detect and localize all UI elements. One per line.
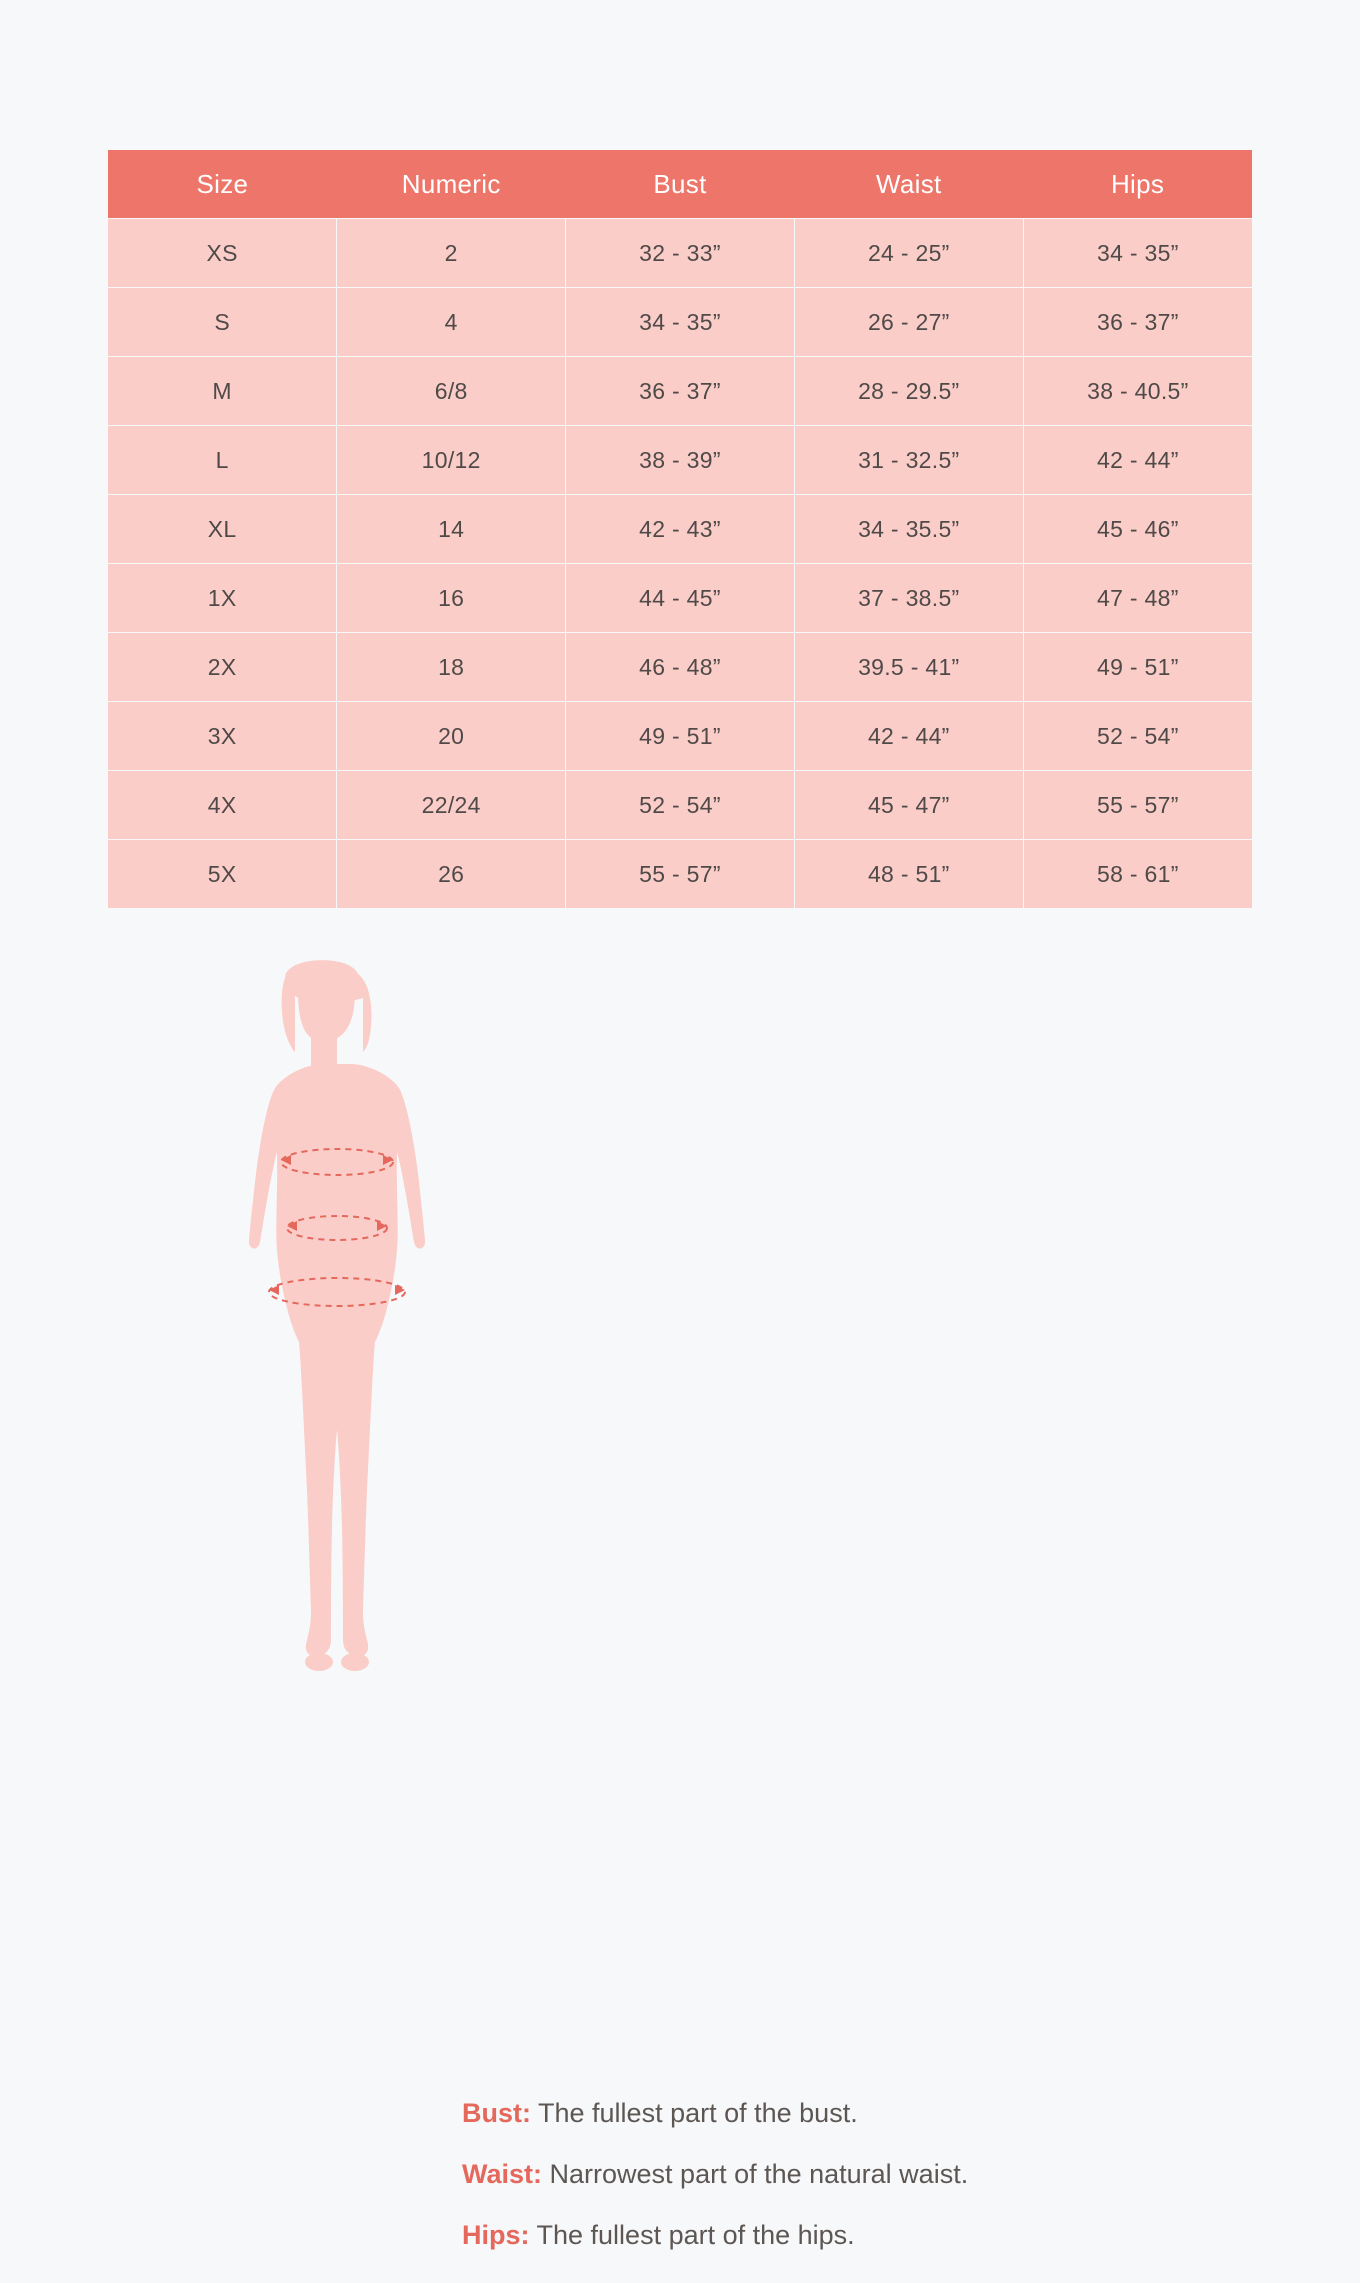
cell-size: 5X: [108, 840, 337, 909]
measurement-legend: [462, 2100, 1222, 2283]
cell-bust: 55 - 57”: [566, 840, 795, 909]
cell-waist: 39.5 - 41”: [794, 633, 1023, 702]
body-shape: [249, 1064, 425, 1656]
cell-numeric: 2: [337, 219, 566, 288]
cell-hips: 47 - 48”: [1023, 564, 1252, 633]
cell-size: 3X: [108, 702, 337, 771]
table-header-row: [108, 150, 1252, 219]
cell-numeric: 26: [337, 840, 566, 909]
cell-numeric: 14: [337, 495, 566, 564]
cell-hips: 38 - 40.5”: [1023, 357, 1252, 426]
cell-bust: 44 - 45”: [566, 564, 795, 633]
cell-bust: 36 - 37”: [566, 357, 795, 426]
table-row: [108, 840, 1252, 909]
cell-size: XL: [108, 495, 337, 564]
legend-item-waist: [462, 2161, 1222, 2188]
cell-waist: 28 - 29.5”: [794, 357, 1023, 426]
cell-size: 1X: [108, 564, 337, 633]
table-row: [108, 702, 1252, 771]
cell-bust: 38 - 39”: [566, 426, 795, 495]
cell-hips: 52 - 54”: [1023, 702, 1252, 771]
table-row: [108, 495, 1252, 564]
cell-waist: 45 - 47”: [794, 771, 1023, 840]
table-row: [108, 633, 1252, 702]
measurement-illustration-area: [0, 950, 1360, 2250]
size-chart-table-container: [108, 150, 1252, 908]
cell-numeric: 4: [337, 288, 566, 357]
cell-waist: 24 - 25”: [794, 219, 1023, 288]
cell-hips: 58 - 61”: [1023, 840, 1252, 909]
legend-item-hips: [462, 2222, 1222, 2249]
cell-size: XS: [108, 219, 337, 288]
cell-waist: 31 - 32.5”: [794, 426, 1023, 495]
cell-bust: 32 - 33”: [566, 219, 795, 288]
cell-waist: 34 - 35.5”: [794, 495, 1023, 564]
table-header: [108, 150, 1252, 219]
cell-size: M: [108, 357, 337, 426]
legend-item-bust: [462, 2100, 1222, 2127]
legend-desc-hips: The fullest part of the hips.: [536, 2220, 855, 2250]
cell-hips: 49 - 51”: [1023, 633, 1252, 702]
cell-size: 2X: [108, 633, 337, 702]
cell-size: 4X: [108, 771, 337, 840]
cell-hips: 34 - 35”: [1023, 219, 1252, 288]
cell-hips: 42 - 44”: [1023, 426, 1252, 495]
cell-numeric: 20: [337, 702, 566, 771]
column-header-bust: Bust: [566, 150, 795, 219]
column-header-size: Size: [108, 150, 337, 219]
left-foot-shape: [305, 1653, 333, 1671]
table-row: [108, 219, 1252, 288]
cell-numeric: 22/24: [337, 771, 566, 840]
cell-size: L: [108, 426, 337, 495]
cell-waist: 42 - 44”: [794, 702, 1023, 771]
legend-desc-waist: Narrowest part of the natural waist.: [549, 2159, 969, 2189]
head-shape: [298, 964, 355, 1042]
table-body: [108, 219, 1252, 909]
cell-numeric: 18: [337, 633, 566, 702]
cell-bust: 34 - 35”: [566, 288, 795, 357]
cell-numeric: 16: [337, 564, 566, 633]
legend-desc-bust: The fullest part of the bust.: [538, 2098, 858, 2128]
column-header-numeric: Numeric: [337, 150, 566, 219]
cell-bust: 46 - 48”: [566, 633, 795, 702]
cell-waist: 48 - 51”: [794, 840, 1023, 909]
cell-waist: 26 - 27”: [794, 288, 1023, 357]
cell-bust: 52 - 54”: [566, 771, 795, 840]
cell-numeric: 6/8: [337, 357, 566, 426]
cell-hips: 45 - 46”: [1023, 495, 1252, 564]
table-row: [108, 426, 1252, 495]
table-row: [108, 771, 1252, 840]
cell-numeric: 10/12: [337, 426, 566, 495]
table-row: [108, 288, 1252, 357]
right-foot-shape: [341, 1653, 369, 1671]
legend-term-bust: Bust:: [462, 2098, 531, 2128]
cell-waist: 37 - 38.5”: [794, 564, 1023, 633]
cell-hips: 36 - 37”: [1023, 288, 1252, 357]
female-body-silhouette: [225, 960, 475, 1700]
cell-hips: 55 - 57”: [1023, 771, 1252, 840]
table-row: [108, 564, 1252, 633]
legend-term-hips: Hips:: [462, 2220, 530, 2250]
table-row: [108, 357, 1252, 426]
column-header-hips: Hips: [1023, 150, 1252, 219]
cell-bust: 49 - 51”: [566, 702, 795, 771]
cell-size: S: [108, 288, 337, 357]
column-header-waist: Waist: [794, 150, 1023, 219]
legend-term-waist: Waist:: [462, 2159, 542, 2189]
cell-bust: 42 - 43”: [566, 495, 795, 564]
size-chart-table: [108, 150, 1252, 908]
